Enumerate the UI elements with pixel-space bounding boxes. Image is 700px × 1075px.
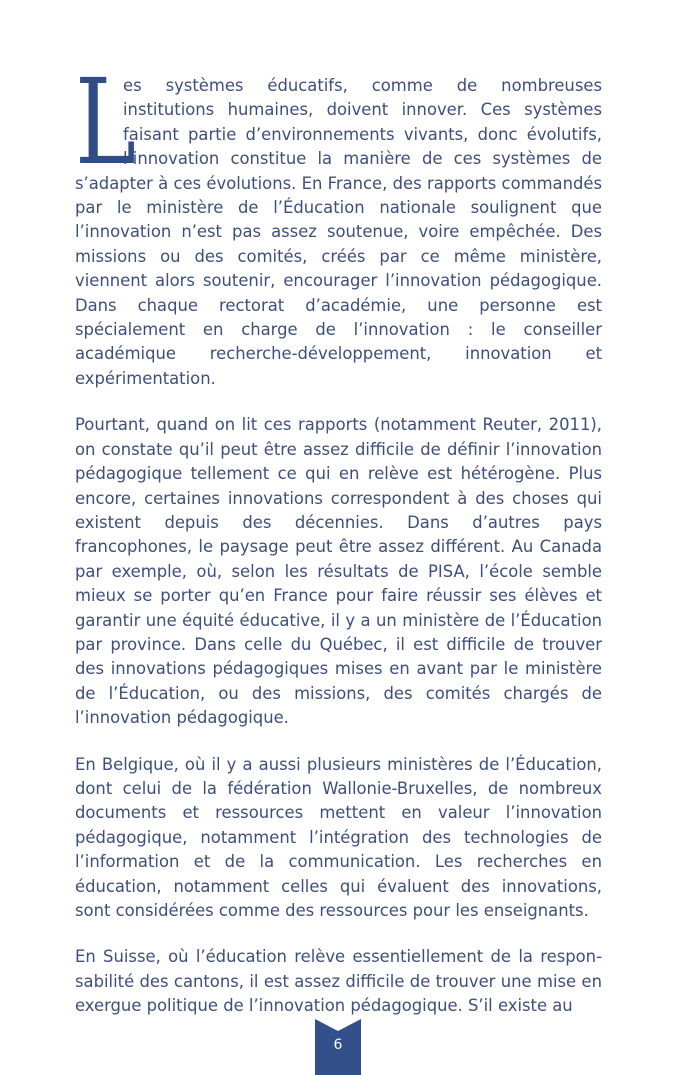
- paragraph-1-text: es systèmes éducatifs, comme de nombreuses institutions humaines, doivent innover. Ces systèmes faisant partie d’environnements vivants, donc évolutifs, l’innovation constitue la manière de ces systèmes de s’adapter à ces évolutions. En France, des rapports commandés par le ministère de l’Éducation nationale soulignent que l’innovation n’est pas assez soutenue, voire empêchée. Des missions ou des comités, créés par ce même ministère, viennent alors soutenir, encourager l’innovation pédagogique. Dans chaque rectorat d’académie, une personne est spécialement en charge de l’innovation : le conseiller académique recherche-développement, innovation et expérimentation.: [75, 76, 602, 388]
- document-body: [75, 53, 602, 1041]
- dropcap-letter: L: [75, 53, 137, 191]
- paragraph-1: [75, 53, 602, 391]
- dropcap: [75, 53, 137, 191]
- page-number: 6: [333, 1037, 343, 1053]
- page-number-tab: [315, 1019, 361, 1075]
- paragraph-3: En Belgique, où il y a aussi plusieurs ministères de l’Éducation, dont celui de la fédération Wallonie-Bruxelles, de nombreux documents et ressources mettent en valeur l’innovation pédagogique, notamment l’intégration des technologies de l’information et de la communication. Les recherches en éducation, notamment celles qui évaluent des innovations, sont considérées comme des ressources pour les enseignants.: [75, 754, 602, 920]
- paragraph-4: En Suisse, où l’éducation relève essentiellement de la responsabilité des cantons, il est assez difficile de trouver une mise en exergue politique de l’innovation pédagogique. S’il existe au: [75, 947, 602, 1016]
- paragraph-2: Pourtant, quand on lit ces rapports (notamment Reuter, 2011), on constate qu’il peut être assez difficile de définir l’innovation pédagogique tellement ce qui en relève est hétérogène. Plus encore, certaines innovations correspondent à des choses qui existent depuis des décennies. Dans d’autres pays francophones, le paysage peut être assez différent. Au Canada par exemple, où, selon les résultats de PISA, l’école semble mieux se porter qu’en France pour faire réussir ses élèves et garantir une équité éducative, il y a un ministère de l’Éducation par province. Dans celle du Québec, il est difficile de trouver des innovations pédagogiques mises en avant par le ministère de l’Éducation, ou des missions, des comités chargés de l’innovation pédagogique.: [75, 415, 602, 728]
